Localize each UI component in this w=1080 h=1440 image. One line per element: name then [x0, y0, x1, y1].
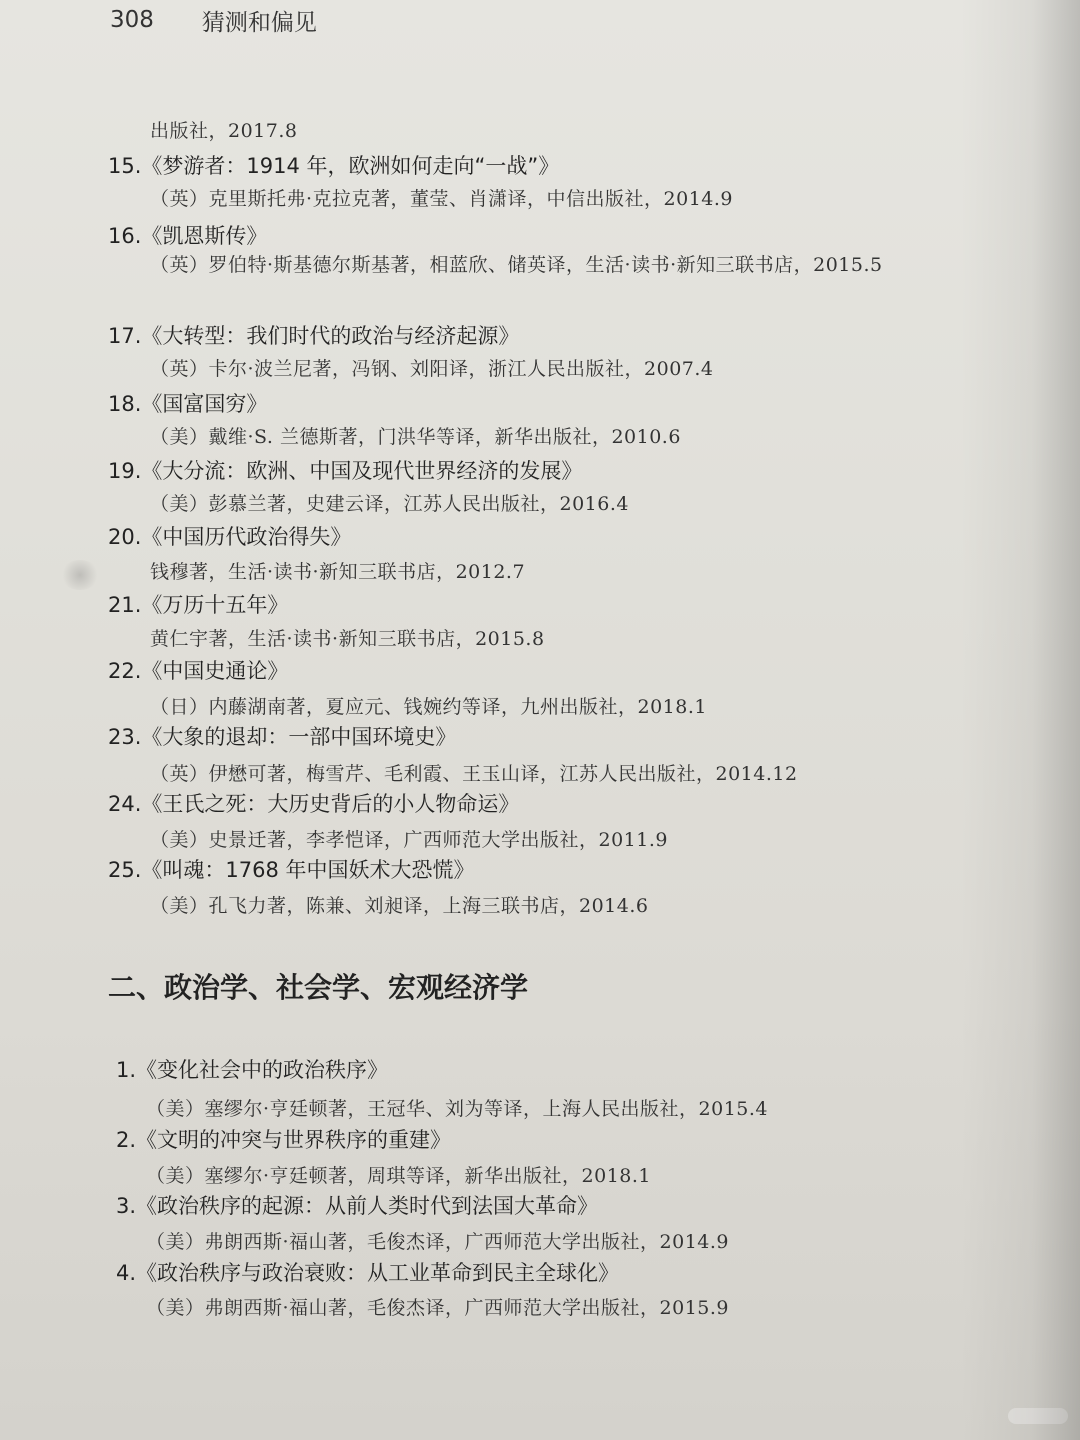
- entry-title: 23.《大象的退却：一部中国环境史》: [108, 725, 457, 749]
- entry-title: 16.《凯恩斯传》: [108, 224, 268, 248]
- entry-detail: （美）弗朗西斯·福山著，毛俊杰译，广西师范大学出版社，2014.9: [146, 1231, 730, 1253]
- entry-title: 25.《叫魂：1768 年中国妖术大恐慌》: [108, 858, 475, 882]
- section-heading: 二、政治学、社会学、宏观经济学: [108, 971, 529, 1004]
- running-title: 猜测和偏见: [201, 9, 317, 36]
- entry-title: 22.《中国史通论》: [108, 659, 289, 683]
- entry-title: 19.《大分流：欧洲、中国及现代世界经济的发展》: [108, 459, 583, 483]
- entry-detail: （美）孔飞力著，陈兼、刘昶译，上海三联书店，2014.6: [150, 895, 649, 917]
- entry-detail: （美）塞缪尔·亨廷顿著，周琪等译，新华出版社，2018.1: [146, 1165, 652, 1187]
- entry-title: 15.《梦游者：1914 年，欧洲如何走向“一战”》: [108, 154, 560, 178]
- watermark-badge: [1008, 1408, 1068, 1424]
- entry-detail: （美）史景迁著，李孝恺译，广西师范大学出版社，2011.9: [150, 829, 668, 851]
- entry-title: 21.《万历十五年》: [108, 593, 289, 617]
- entry-title: 18.《国富国穷》: [108, 392, 268, 416]
- entry-detail: （英）罗伯特·斯基德尔斯基著，相蓝欣、储英译，生活·读书·新知三联书店，2015.5: [150, 254, 883, 276]
- entry-title: 24.《王氏之死：大历史背后的小人物命运》: [108, 792, 520, 816]
- page-header: [110, 0, 317, 40]
- entry-title: 1.《变化社会中的政治秩序》: [116, 1058, 389, 1082]
- entry-detail: （英）克里斯托弗·克拉克著，董莹、肖潇译，中信出版社，2014.9: [150, 188, 734, 210]
- entry-detail: （英）卡尔·波兰尼著，冯钢、刘阳译，浙江人民出版社，2007.4: [150, 358, 714, 380]
- entry-detail: 黄仁宇著，生活·读书·新知三联书店，2015.8: [150, 628, 545, 650]
- entry-detail: （英）伊懋可著，梅雪芹、毛利霞、王玉山译，江苏人民出版社，2014.12: [150, 763, 798, 785]
- entry-detail: （美）弗朗西斯·福山著，毛俊杰译，广西师范大学出版社，2015.9: [146, 1297, 730, 1319]
- entry-title: 2.《文明的冲突与世界秩序的重建》: [116, 1128, 452, 1152]
- entry-title: 17.《大转型：我们时代的政治与经济起源》: [108, 324, 520, 348]
- entry-title: 4.《政治秩序与政治衰败：从工业革命到民主全球化》: [116, 1261, 620, 1285]
- page-number: 308: [110, 7, 154, 33]
- entry-detail: （美）戴维·S. 兰德斯著，门洪华等译，新华出版社，2010.6: [150, 426, 681, 448]
- entry-title: 20.《中国历代政治得失》: [108, 525, 352, 549]
- page-smudge: [60, 560, 100, 590]
- entry-title: 3.《政治秩序的起源：从前人类时代到法国大革命》: [116, 1194, 599, 1218]
- entry-detail: 钱穆著，生活·读书·新知三联书店，2012.7: [150, 561, 526, 583]
- entry-detail: （美）塞缪尔·亨廷顿著，王冠华、刘为等译，上海人民出版社，2015.4: [146, 1098, 769, 1120]
- entry-detail: （美）彭慕兰著，史建云译，江苏人民出版社，2016.4: [150, 493, 629, 515]
- continuation-line: 出版社，2017.8: [150, 120, 298, 142]
- entry-detail: （日）内藤湖南著，夏应元、钱婉约等译，九州出版社，2018.1: [150, 696, 707, 718]
